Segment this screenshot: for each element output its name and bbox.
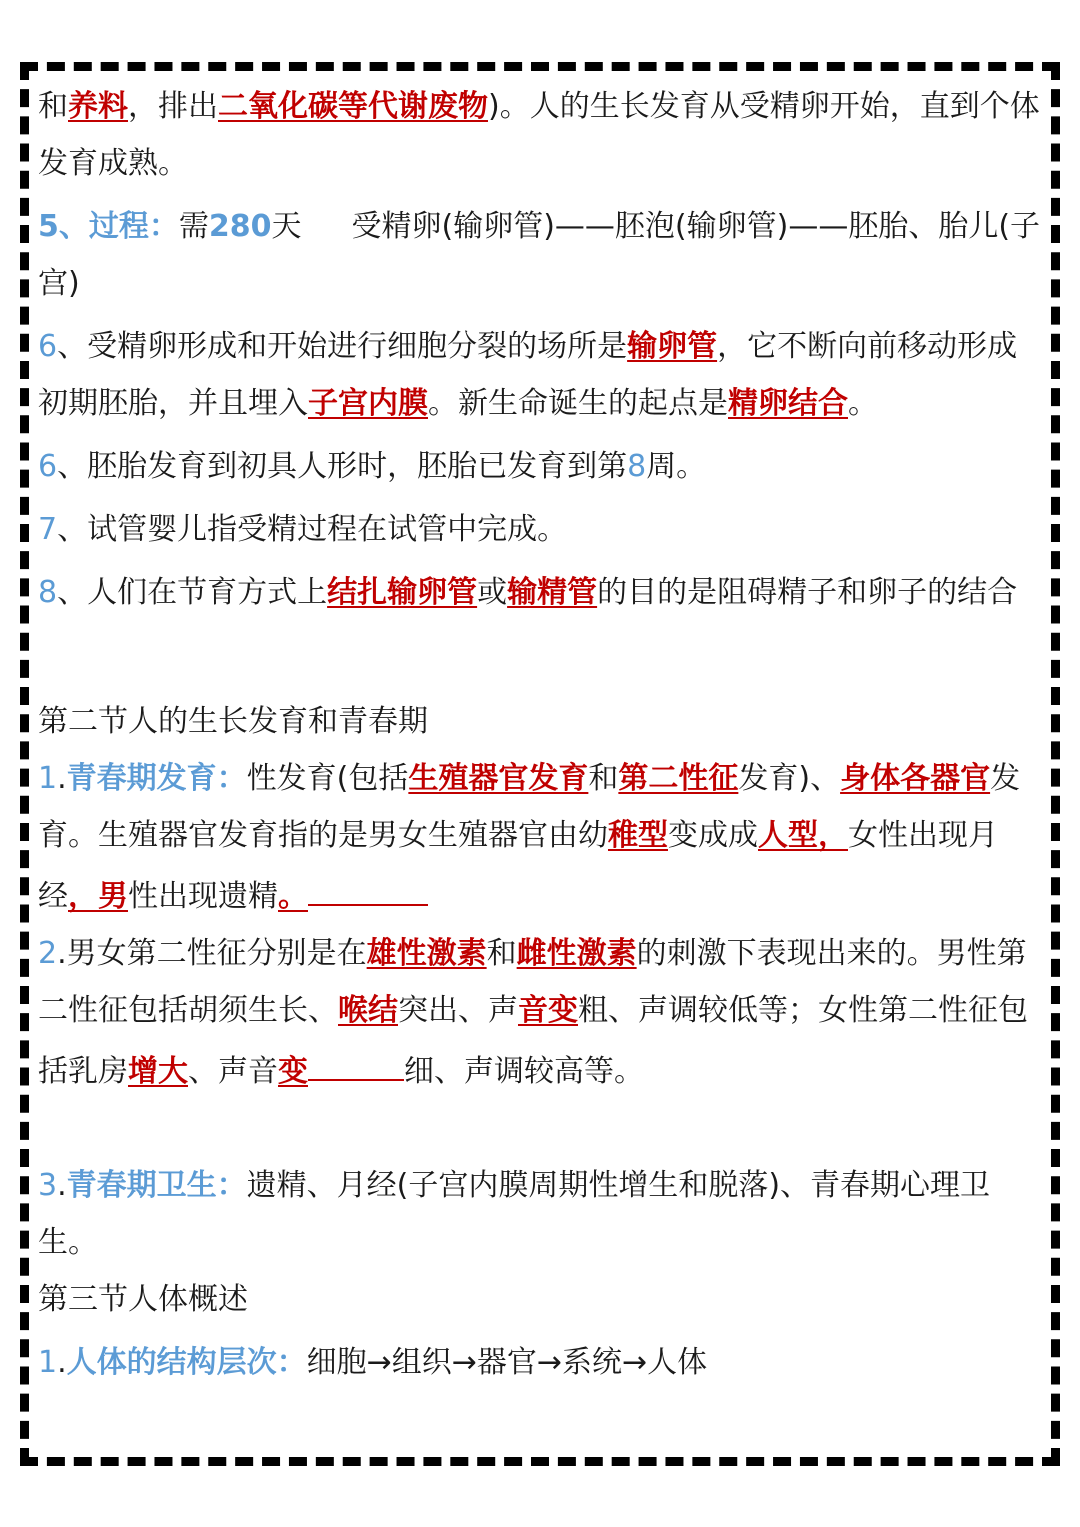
days-number: 280 [208, 209, 272, 244]
answer-period: 。 [278, 879, 308, 914]
item-number: 3 [38, 1168, 58, 1203]
text: 、受精卵形成和开始进行细胞分裂的场所是 [57, 329, 628, 364]
text: 遗精、月经(子宫内膜周期性增生和脱落)、青春期心理卫生。 [38, 1168, 991, 1260]
text: 发育)、 [738, 761, 841, 796]
text: 细、声调较高等。 [404, 1054, 644, 1089]
section-heading: 第二节人的生长发育和青春期 [38, 704, 428, 739]
text: 天 [271, 209, 302, 244]
answer-body-organs: 身体各器官 [840, 761, 991, 796]
text: ，排出 [128, 89, 218, 124]
item-number: 7 [38, 512, 58, 547]
text: 性出现遗精 [128, 879, 278, 914]
blank-line [38, 1100, 1046, 1157]
answer-reproductive-organs: 生殖器官发育 [408, 761, 589, 796]
text: )。人的生长发育从受精卵开始，直到个体发育成熟。 [38, 89, 1040, 181]
text: 和 [486, 936, 517, 971]
item-number: 1 [38, 761, 58, 796]
text: 。新生命诞生的起点是 [428, 386, 728, 421]
answer-secondary-sex: 第二性征 [618, 761, 739, 796]
answer-enlarge: 增大 [128, 1054, 188, 1089]
text: 。 [848, 386, 878, 421]
paragraph-secondary-sex [38, 925, 1046, 1100]
answer-juvenile: 稚型 [608, 818, 668, 853]
text: 、人们在节育方式上 [57, 575, 328, 610]
blank-line [38, 621, 1046, 678]
answer-fertilization: 精卵结合 [728, 386, 848, 421]
keyword-structure-levels: 人体的结构层次： [66, 1345, 307, 1380]
answer-waste: 二氧化碳等代谢废物 [218, 89, 488, 124]
keyword-hygiene: 青春期卫生： [66, 1168, 247, 1203]
text: 的刺激下表现出来的。男性第二性征包括胡须生长、 [38, 936, 1027, 1028]
keyword-puberty: 青春期发育： [66, 761, 247, 796]
text: ，它不断向前移动形成初期胚胎，并且埋入 [38, 329, 1018, 421]
text: 受精卵(输卵管)——胚泡(输卵管)——胚胎、胎儿(子宫) [38, 209, 1041, 301]
text: 和 [588, 761, 619, 796]
answer-nutrients: 养料 [68, 89, 128, 124]
text: 性发育(包括 [246, 761, 409, 796]
blank-underline [308, 1039, 404, 1081]
week-number: 8 [627, 449, 647, 484]
answer-estrogen: 雌性激素 [516, 936, 637, 971]
text: .男女第二性征分别是在 [57, 936, 367, 971]
text: 发育。生殖器官发育指的是男女生殖器官由幼 [38, 761, 1021, 853]
text: 需 [178, 209, 209, 244]
answer-adams-apple: 喉结 [338, 993, 398, 1028]
paragraph-nutrition [38, 78, 1046, 192]
paragraph-puberty [38, 750, 1046, 925]
paragraph-embryo-week [38, 438, 1046, 495]
text: 粗、声调较低等；女性第二性征包括乳房 [38, 993, 1028, 1089]
paragraph-ivf [38, 501, 1046, 558]
paragraph-process [38, 198, 1046, 312]
text: 、试管婴儿指受精过程在试管中完成。 [57, 512, 568, 547]
text: 女性出现月经 [38, 818, 998, 914]
answer-vas-deferens: 输精管 [507, 575, 598, 610]
text: 的目的是阻碍精子和卵子的结合 [597, 575, 1018, 610]
keyword-process: 5、过程： [38, 209, 179, 244]
paragraph-body-levels [38, 1334, 1046, 1391]
text: . [57, 1345, 67, 1380]
item-number: 6 [38, 329, 58, 364]
text: 变成成 [668, 818, 758, 853]
item-number: 2 [38, 936, 58, 971]
answer-adult: 人型， [758, 818, 848, 853]
answer-male: ，男 [68, 879, 128, 914]
spacer [38, 678, 1046, 693]
answer-voice-change: 音变 [518, 993, 578, 1028]
answer-oviduct: 输卵管 [627, 329, 718, 364]
text: 、胚胎发育到初具人形时，胚胎已发育到第 [57, 449, 628, 484]
document-body [38, 78, 1046, 1391]
text: 或 [477, 575, 508, 610]
answer-endometrium: 子宫内膜 [308, 386, 428, 421]
text: . [57, 1168, 67, 1203]
paragraph-contraception [38, 564, 1046, 621]
text: 周。 [646, 449, 707, 484]
item-number: 6 [38, 449, 58, 484]
text: 和 [38, 89, 68, 124]
text: 细胞→组织→器官→系统→人体 [306, 1345, 708, 1380]
item-number: 8 [38, 575, 58, 610]
item-number: 1 [38, 1345, 58, 1380]
blank-underline [308, 864, 428, 906]
paragraph-puberty-hygiene [38, 1157, 1046, 1271]
text: 突出、声 [398, 993, 518, 1028]
section-heading: 第三节人体概述 [38, 1282, 248, 1317]
answer-tubal-ligation: 结扎输卵管 [327, 575, 478, 610]
text: . [57, 761, 67, 796]
text: 、声音 [188, 1054, 278, 1089]
paragraph-fertilization [38, 318, 1046, 432]
answer-become: 变 [278, 1054, 308, 1089]
answer-androgen: 雄性激素 [366, 936, 487, 971]
